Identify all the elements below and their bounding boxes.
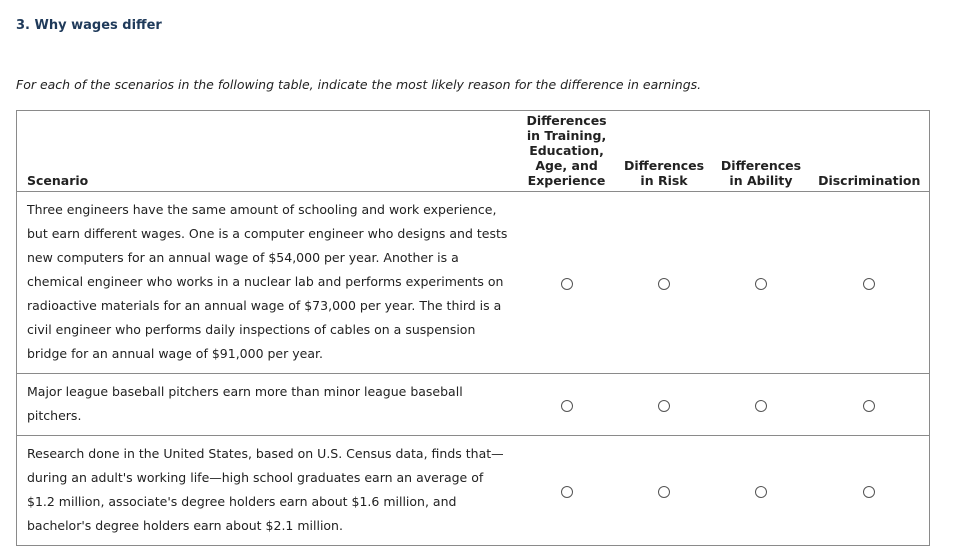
scenario-table (16, 110, 930, 546)
instructions-text: For each of the scenarios in the following table, indicate the most likely reason for the difference in earnings. (16, 77, 702, 92)
header-ability: Differences in Ability (713, 111, 810, 192)
radio-row1-training[interactable] (561, 278, 573, 290)
table-row (17, 192, 930, 374)
scenario-text-census: Research done in the United States, based on U.S. Census data, finds that—during an adult's working life—high school graduates earn an average of $1.2 million, associate's degree holders earn about $1.6 million, and bachelor's degree holders earn about $2.1 million. (27, 446, 504, 533)
header-scenario: Scenario (17, 111, 518, 192)
radio-row2-discrimination[interactable] (863, 400, 875, 412)
radio-row1-discrimination[interactable] (863, 278, 875, 290)
table-row (17, 436, 930, 546)
radio-row2-risk[interactable] (658, 400, 670, 412)
scenario-text-baseball: Major league baseball pitchers earn more than minor league baseball pitchers. (17, 374, 518, 436)
radio-row1-ability[interactable] (755, 278, 767, 290)
radio-row3-risk[interactable] (658, 486, 670, 498)
table-header-row (17, 111, 930, 192)
radio-row3-discrimination[interactable] (863, 486, 875, 498)
radio-row1-risk[interactable] (658, 278, 670, 290)
header-risk: Differences in Risk (616, 111, 713, 192)
radio-row3-training[interactable] (561, 486, 573, 498)
radio-row3-ability[interactable] (755, 486, 767, 498)
radio-row2-ability[interactable] (755, 400, 767, 412)
radio-row2-training[interactable] (561, 400, 573, 412)
scenario-text-engineers: Three engineers have the same amount of schooling and work experience, but earn different wages. One is a computer engineer who designs and tests new computers for an annual wage of $54,000 per year. Another is a chemical engineer who works in a nuclear lab and performs experiments on radioactive materials for an annual wage of $73,000 per year. The third is a civil engineer who performs daily inspections of cables on a suspension bridge for an annual wage of $91,000 per year. (17, 192, 518, 374)
section-title: 3. Why wages differ (16, 18, 162, 33)
header-discrimination: Discrimination (809, 111, 929, 192)
header-training: Differences in Training, Education, Age, and Experience (518, 111, 616, 192)
table-row (17, 374, 930, 436)
